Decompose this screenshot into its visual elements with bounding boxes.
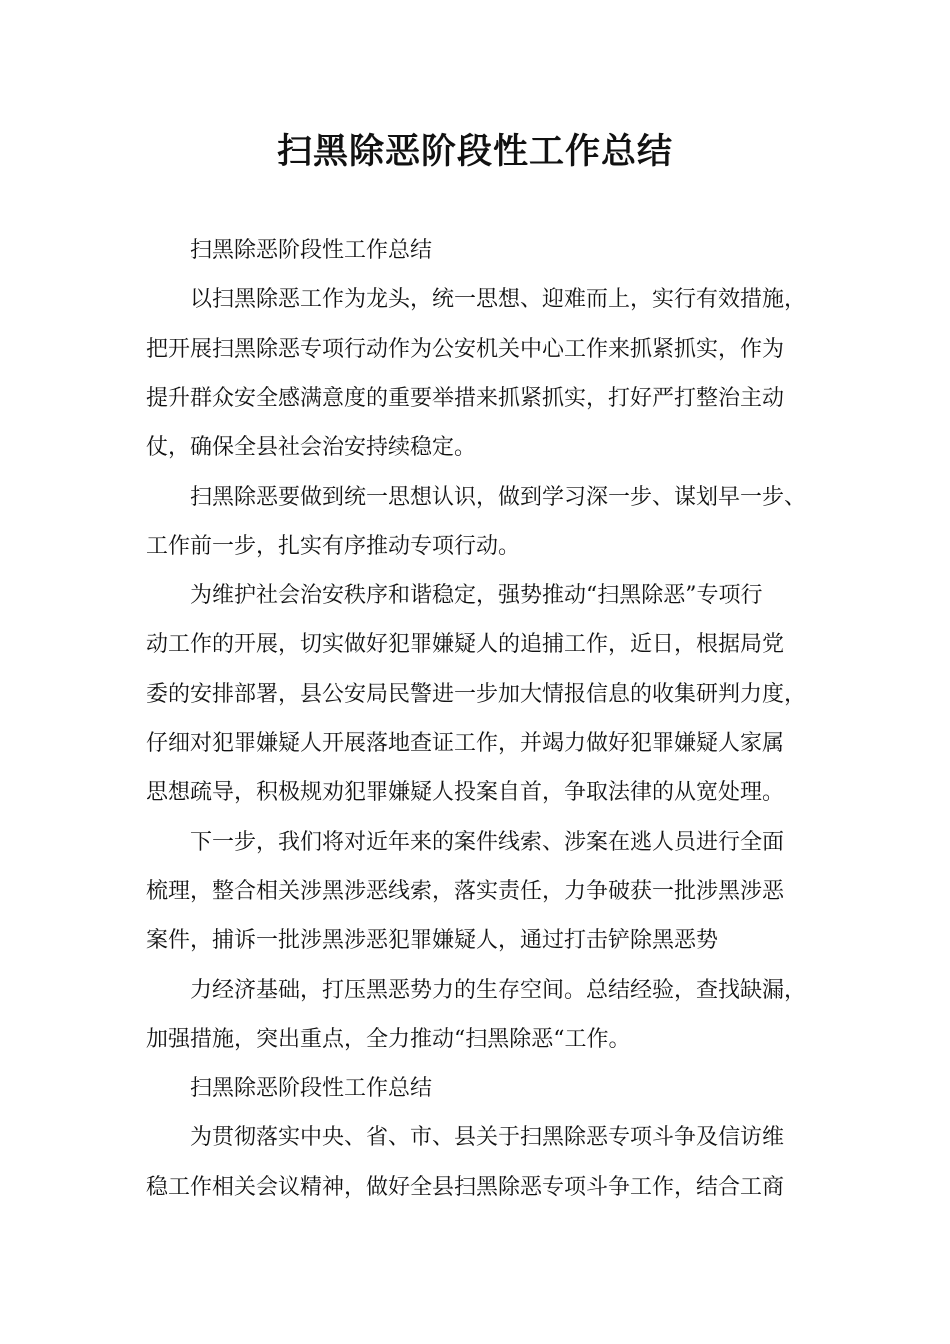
text-line: 以扫黑除恶工作为龙头，统一思想、迎难而上，实行有效措施， — [190, 287, 807, 313]
text-line: 加强措施，突出重点，全力推动“扫黑除恶“工作。 — [146, 1026, 631, 1052]
text-line: 动工作的开展，切实做好犯罪嫌疑人的追捕工作，近日，根据局党 — [146, 632, 785, 658]
text-line: 仔细对犯罪嫌疑人开展落地查证工作，并竭力做好犯罪嫌疑人家属 — [146, 731, 785, 756]
text-line: 扫黑除恶阶段性工作总结 — [190, 1076, 433, 1102]
text-line: 提升群众安全感满意度的重要举措来抓紧抓实，打好严打整治主动 — [146, 385, 785, 411]
text-line: 为贯彻落实中央、省、市、县关于扫黑除恶专项斗争及信访维 — [190, 1125, 785, 1151]
text-line: 梳理，整合相关涉黑涉恶线索，落实责任，力争破获一批涉黑涉恶 — [146, 878, 785, 904]
text-line: 委的安排部署，县公安局民警进一步加大情报信息的收集研判力度， — [146, 681, 807, 707]
text-line: 案件，捕诉一批涉黑涉恶犯罪嫌疑人，通过打击铲除黑恶势 — [146, 928, 719, 954]
text-line: 下一步，我们将对近年来的案件线索、涉案在逃人员进行全面 — [190, 829, 785, 855]
document-title: 扫黑除恶阶段性工作总结 — [276, 132, 673, 172]
text-line: 思想疏导，积极规劝犯罪嫌疑人投案自首，争取法律的从宽处理。 — [146, 780, 785, 806]
text-line: 力经济基础，打压黑恶势力的生存空间。总结经验，查找缺漏， — [190, 977, 807, 1003]
text-line: 为维护社会治安秩序和谐稳定，强势推动“扫黑除恶”专项行 — [190, 583, 763, 609]
text-line: 仗，确保全县社会治安持续稳定。 — [146, 435, 477, 461]
text-line: 扫黑除恶要做到统一思想认识，做到学习深一步、谋划早一步、 — [190, 484, 807, 510]
text-line: 稳工作相关会议精神，做好全县扫黑除恶专项斗争工作，结合工商 — [146, 1174, 785, 1200]
text-line: 把开展扫黑除恶专项行动作为公安机关中心工作来抓紧抓实，作为 — [146, 336, 785, 362]
text-line: 扫黑除恶阶段性工作总结 — [190, 238, 433, 263]
text-line: 工作前一步，扎实有序推动专项行动。 — [146, 533, 521, 559]
